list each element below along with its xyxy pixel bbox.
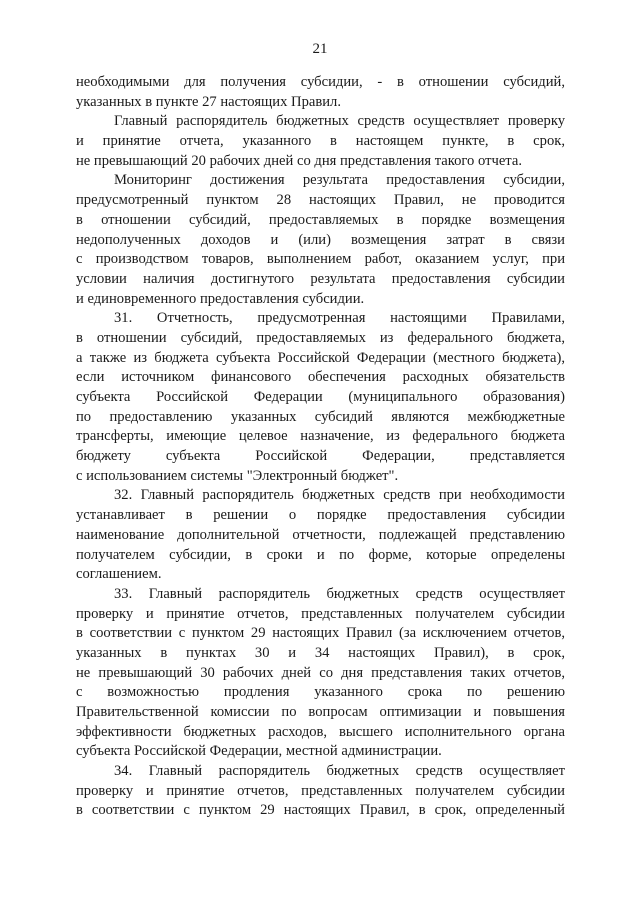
paragraph-line: Главный распорядитель бюджетных средств осуществляет проверку: [114, 113, 565, 130]
paragraph-line: субъекта Российской Федерации (муниципального образования): [76, 389, 565, 405]
paragraph-line: предусмотренный пунктом 28 настоящих Правил, не проводится: [76, 192, 565, 209]
paragraph-line: 34. Главный распорядитель бюджетных средств осуществляет: [114, 763, 565, 780]
paragraph-line: если источником финансового обеспечения расходных обязательств: [76, 369, 565, 386]
paragraph-line: в отношении субсидий, предоставляемых из федерального бюджета,: [76, 329, 565, 346]
paragraph-line: не превышающий 20 рабочих дней со дня представления такого отчета.: [76, 152, 522, 169]
paragraph-line: субъекта Российской Федерации, местной администрации.: [76, 743, 442, 760]
paragraph-line: проверку и принятие отчетов, представленных получателем субсидии: [76, 605, 565, 622]
paragraph-line: указанных в пунктах 30 и 34 настоящих Правил), в срок,: [76, 644, 565, 661]
paragraph-line: 31. Отчетность, предусмотренная настоящими Правилами,: [114, 310, 565, 327]
paragraph-line: не превышающий 30 рабочих дней со дня представления таких отчетов,: [76, 664, 565, 681]
paragraph-line: в отношении субсидий, предоставляемых в порядке возмещения: [76, 211, 565, 228]
document-body: [76, 73, 565, 821]
paragraph: [76, 73, 565, 112]
page-number: 21: [312, 41, 328, 57]
paragraph-line: 32. Главный распорядитель бюджетных средств при необходимости: [114, 487, 565, 504]
paragraph-line: Правительственной комиссии по вопросам оптимизации и повышения: [76, 704, 565, 720]
paragraph-line: эффективности бюджетных расходов, высшего исполнительного органа: [76, 723, 565, 740]
paragraph: [76, 486, 565, 584]
paragraph-line: Мониторинг достижения результата предоставления субсидии,: [114, 172, 565, 189]
paragraph-line: необходимыми для получения субсидии, - в отношении субсидий,: [76, 74, 565, 90]
paragraph-line: по предоставлению указанных субсидий являются межбюджетные: [76, 408, 565, 425]
paragraph-line: условии наличия достигнутого результата предоставления субсидии: [76, 270, 565, 287]
paragraph-line: в соответствии с пунктом 29 настоящих Правил (за исключением отчетов,: [76, 625, 565, 642]
paragraph: [76, 585, 565, 762]
paragraph: [76, 762, 565, 821]
paragraph-line: наименование дополнительной отчетности, подлежащей представлению: [76, 526, 565, 543]
paragraph-line: с использованием системы "Электронный бюджет".: [76, 467, 399, 484]
paragraph: [76, 112, 565, 171]
paragraph-line: с производством товаров, выполнением работ, оказанием услуг, при: [76, 251, 565, 268]
paragraph-line: проверку и принятие отчетов, представленных получателем субсидии: [76, 782, 565, 799]
paragraph-line: а также из бюджета субъекта Российской Федерации (местного бюджета),: [76, 349, 565, 366]
paragraph-line: указанных в пункте 27 настоящих Правил.: [76, 93, 341, 110]
paragraph-line: трансферты, имеющие целевое назначение, из федерального бюджета: [76, 428, 565, 445]
paragraph-line: и принятие отчета, указанного в настоящем пункте, в срок,: [76, 133, 565, 150]
paragraph-line: устанавливает в решении о порядке предоставления субсидии: [76, 507, 565, 524]
paragraph-line: с возможностью продления указанного срока по решению: [76, 684, 565, 701]
paragraph-line: соглашением.: [76, 566, 162, 583]
paragraph-line: бюджету субъекта Российской Федерации, представляется: [76, 448, 565, 465]
paragraph-line: получателем субсидии, в сроки и по форме, которые определены: [76, 546, 565, 563]
paragraph: [76, 171, 565, 309]
paragraph-line: в соответствии с пунктом 29 настоящих Правил, в срок, определенный: [76, 802, 565, 819]
paragraph-line: и единовременного предоставления субсидии.: [76, 290, 365, 307]
paragraph: [76, 309, 565, 486]
paragraph-line: недополученных доходов и (или) возмещения затрат в связи: [76, 231, 565, 248]
paragraph-line: 33. Главный распорядитель бюджетных средств осуществляет: [114, 585, 565, 602]
